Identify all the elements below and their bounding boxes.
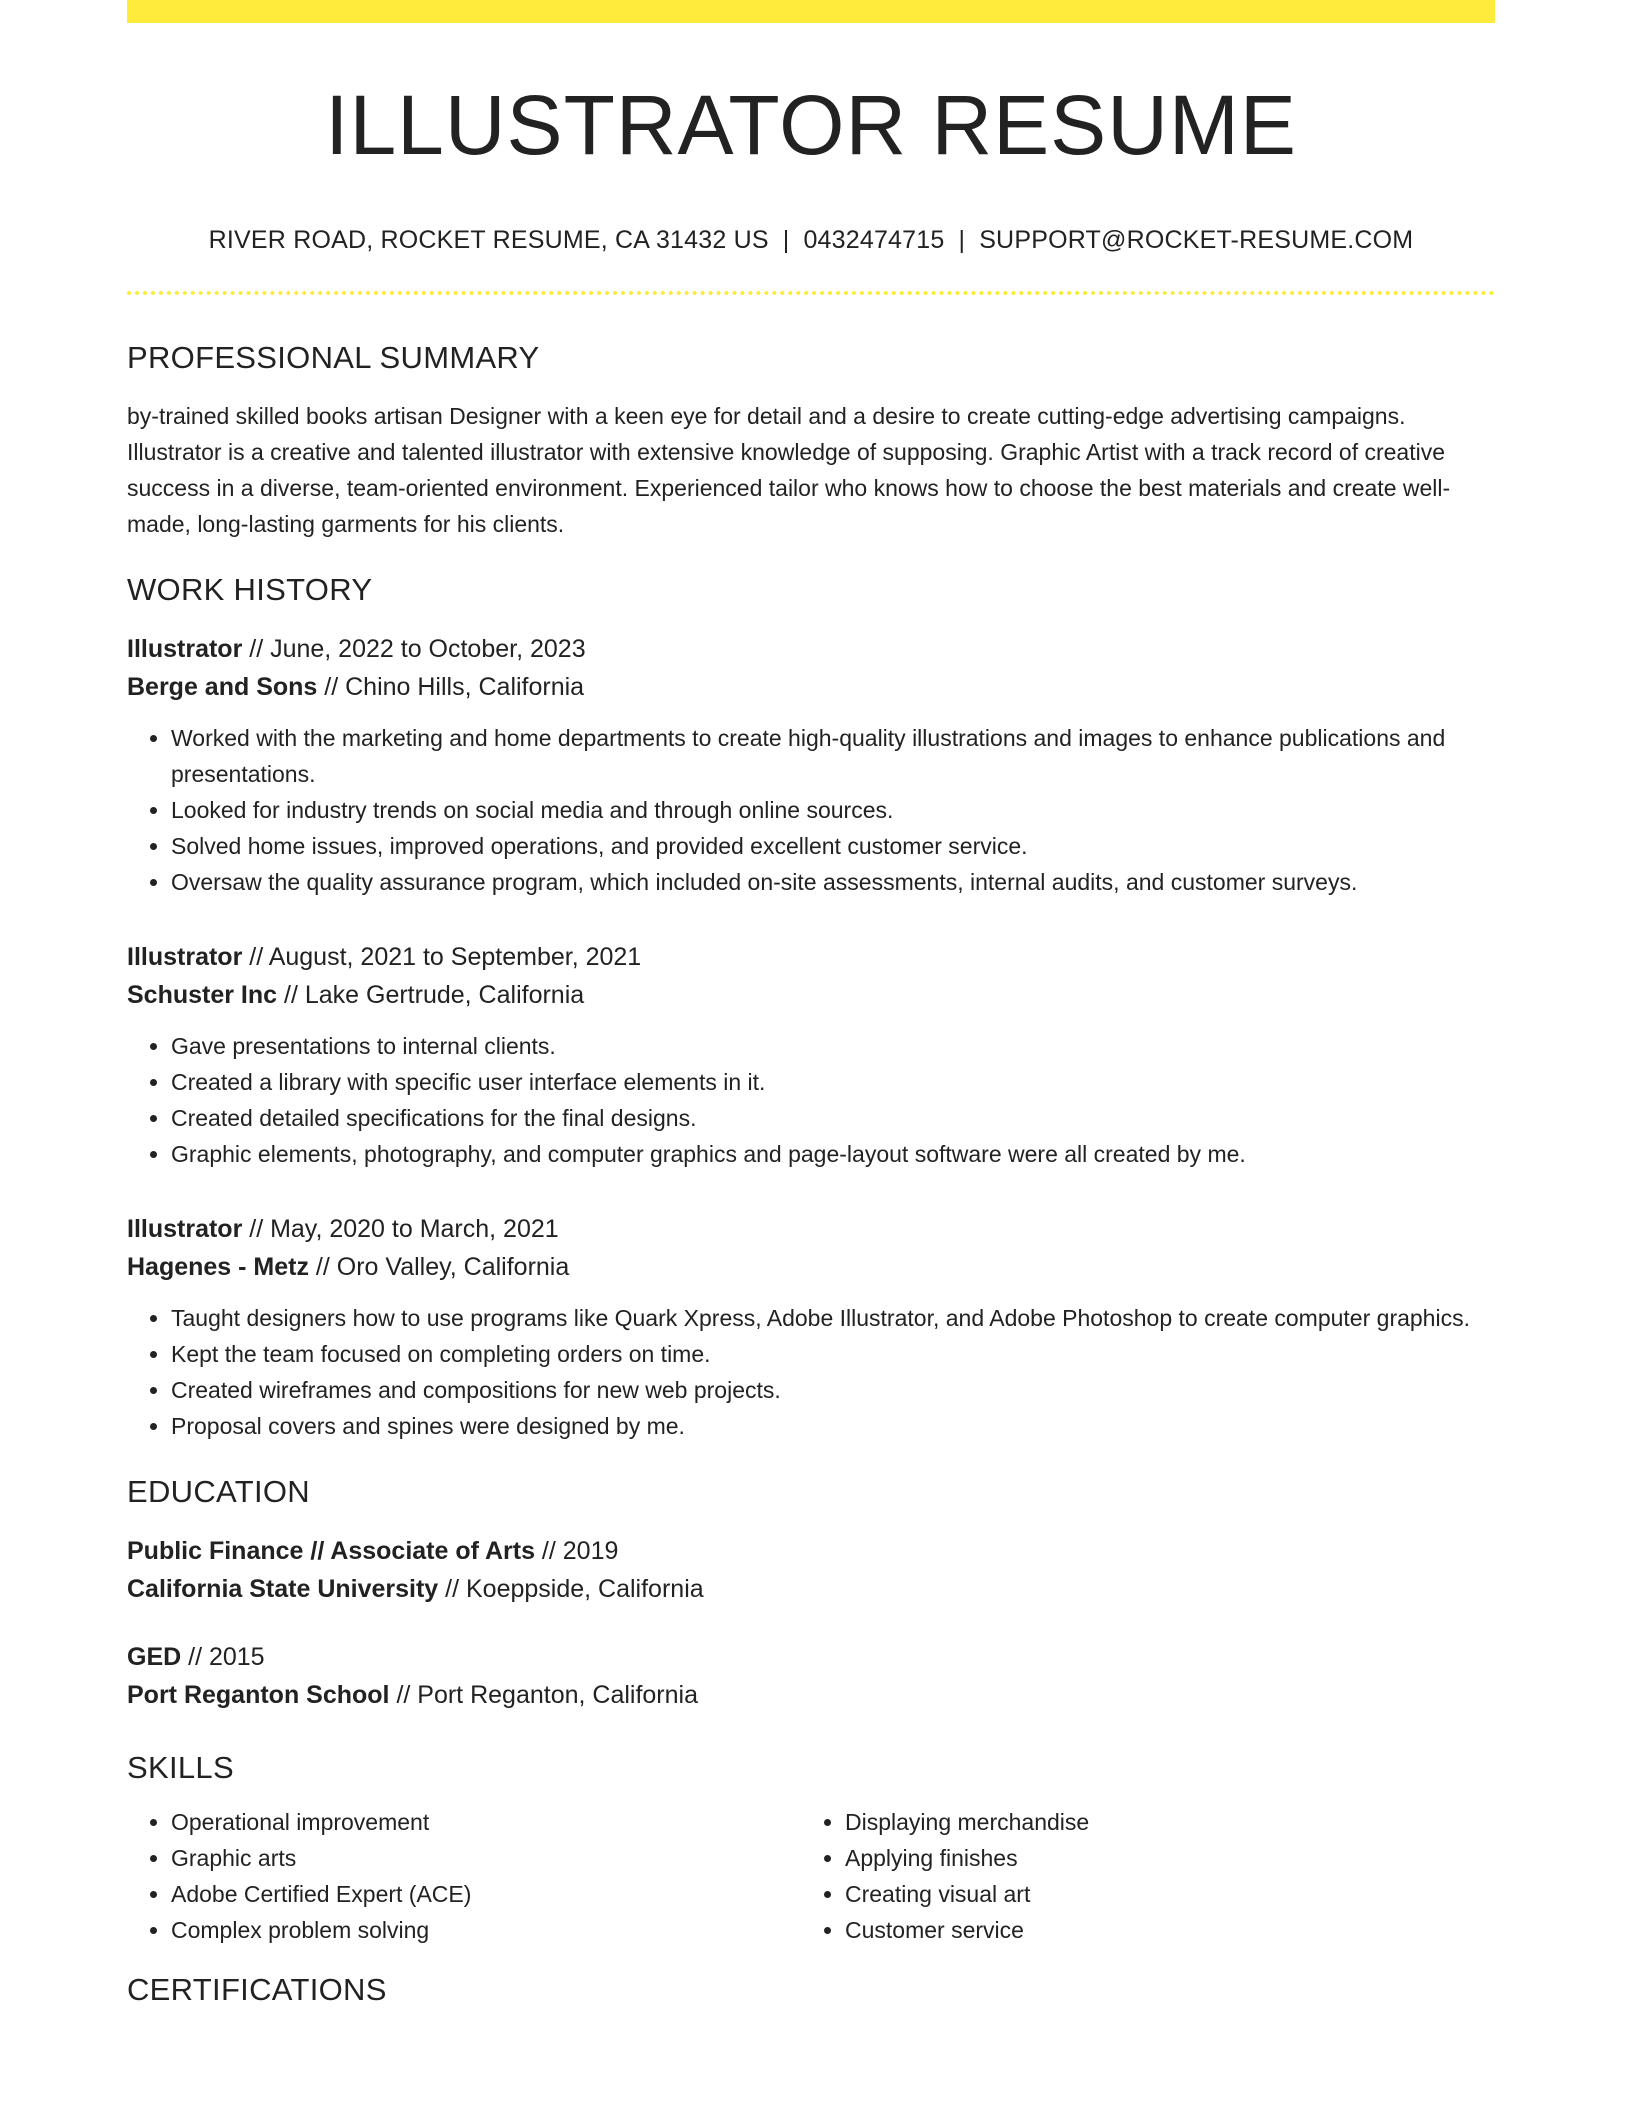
list-item: • Applying finishes (845, 1840, 1475, 1876)
list-item: • Graphic arts (171, 1840, 801, 1876)
education-entry (127, 1638, 1495, 1714)
degree: GED (127, 1643, 182, 1672)
list-item: • Proposal covers and spines were designed by me. (171, 1408, 1495, 1444)
degree-line (127, 1532, 1495, 1570)
list-item: • Created wireframes and compositions for new web projects. (171, 1372, 1495, 1408)
degree-year: // 2019 (534, 1537, 619, 1566)
dotted-divider (127, 291, 1495, 295)
list-item: • Looked for industry trends on social media and through online sources. (171, 792, 1495, 828)
list-item: • Adobe Certified Expert (ACE) (171, 1876, 801, 1912)
job-title-line (127, 938, 1495, 976)
job-title: Illustrator (127, 635, 243, 664)
skills-columns (127, 1804, 1495, 1948)
contact-phone: 0432474715 (803, 226, 945, 255)
job-bullets (127, 720, 1495, 900)
job-bullets (127, 1300, 1495, 1444)
school-line (127, 1676, 1495, 1714)
contact-address: RIVER ROAD, ROCKET RESUME, CA 31432 US (208, 226, 769, 255)
summary-heading: PROFESSIONAL SUMMARY (127, 340, 540, 376)
job-title: Illustrator (127, 943, 243, 972)
list-item: • Taught designers how to use programs like Quark Xpress, Adobe Illustrator, and Adobe Photoshop to create computer graphics. (171, 1300, 1495, 1336)
job-dates: // June, 2022 to October, 2023 (242, 635, 586, 664)
contact-separator: | (958, 226, 966, 255)
job-location: // Oro Valley, California (308, 1253, 570, 1282)
job-location: // Lake Gertrude, California (277, 981, 585, 1010)
skills-heading: SKILLS (127, 1750, 234, 1786)
list-item: • Created a library with specific user interface elements in it. (171, 1064, 1495, 1100)
page-title: ILLUSTRATOR RESUME (325, 78, 1297, 172)
education-entry (127, 1532, 1495, 1608)
job-company-line (127, 668, 1495, 706)
job-company: Schuster Inc (127, 981, 278, 1010)
school-location: // Port Reganton, California (389, 1681, 698, 1710)
contact-separator: | (782, 226, 790, 255)
degree: Public Finance // Associate of Arts (127, 1537, 535, 1566)
certifications-heading: CERTIFICATIONS (127, 1972, 387, 2008)
list-item: • Solved home issues, improved operations, and provided excellent customer service. (171, 828, 1495, 864)
contact-email: SUPPORT@ROCKET-RESUME.COM (979, 226, 1414, 255)
job-dates: // August, 2021 to September, 2021 (242, 943, 642, 972)
accent-top-bar (127, 0, 1495, 23)
degree-year: // 2015 (181, 1643, 265, 1672)
skills-right-column (801, 1804, 1475, 1948)
list-item: • Graphic elements, photography, and computer graphics and page-layout software were all created by me. (171, 1136, 1495, 1172)
education-heading: EDUCATION (127, 1474, 310, 1510)
summary-text: by-trained skilled books artisan Designer with a keen eye for detail and a desire to create cutting-edge advertising campaigns. Illustrator is a creative and talented illustrator with extensive knowledge of supposing. Graphic Artist with a track record of creative success in a diverse, team-oriented environment. Experienced tailor who knows how to choose the best materials and create well-made, long-lasting garments for his clients. (127, 403, 1451, 538)
school: California State University (127, 1575, 439, 1604)
job-title-line (127, 630, 1495, 668)
job-company: Hagenes - Metz (127, 1253, 309, 1282)
contact-line (127, 226, 1495, 255)
skills-left-column (127, 1804, 801, 1948)
list-item: • Worked with the marketing and home departments to create high-quality illustrations and images to enhance publications and presentations. (171, 720, 1495, 792)
list-item: • Operational improvement (171, 1804, 801, 1840)
job-dates: // May, 2020 to March, 2021 (242, 1215, 559, 1244)
list-item: • Displaying merchandise (845, 1804, 1475, 1840)
job-entry (127, 938, 1495, 1172)
degree-line (127, 1638, 1495, 1676)
list-item: • Creating visual art (845, 1876, 1475, 1912)
job-company-line (127, 1248, 1495, 1286)
job-location: // Chino Hills, California (317, 673, 585, 702)
job-bullets (127, 1028, 1495, 1172)
school-location: // Koeppside, California (438, 1575, 704, 1604)
school-line (127, 1570, 1495, 1608)
job-title: Illustrator (127, 1215, 243, 1244)
work-history-heading: WORK HISTORY (127, 572, 373, 608)
school: Port Reganton School (127, 1681, 390, 1710)
list-item: • Kept the team focused on completing orders on time. (171, 1336, 1495, 1372)
job-company: Berge and Sons (127, 673, 318, 702)
list-item: • Oversaw the quality assurance program, which included on-site assessments, internal audits, and customer surveys. (171, 864, 1495, 900)
list-item: • Complex problem solving (171, 1912, 801, 1948)
list-item: • Gave presentations to internal clients. (171, 1028, 1495, 1064)
job-entry (127, 630, 1495, 900)
resume-page (127, 0, 1495, 2008)
list-item: • Customer service (845, 1912, 1475, 1948)
list-item: • Created detailed specifications for the final designs. (171, 1100, 1495, 1136)
job-title-line (127, 1210, 1495, 1248)
job-entry (127, 1210, 1495, 1444)
job-company-line (127, 976, 1495, 1014)
